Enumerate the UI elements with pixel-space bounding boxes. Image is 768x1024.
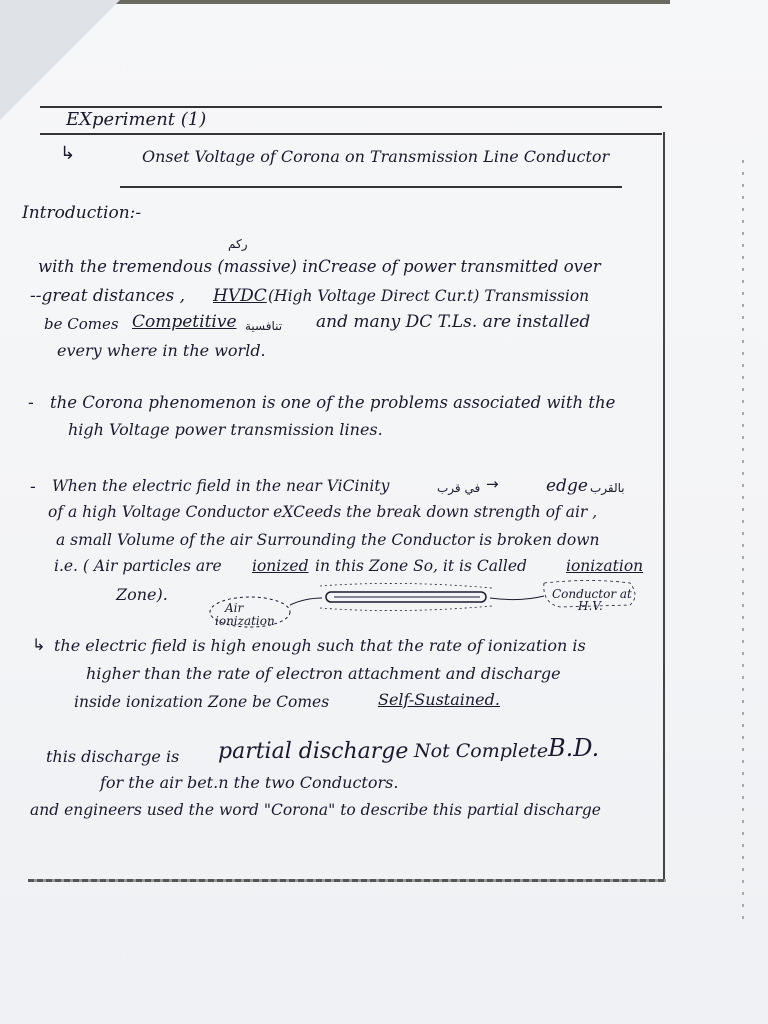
hvdc-term: HVDC <box>213 286 267 306</box>
p5-line1a: this discharge is <box>46 747 180 766</box>
arrow-right-icon: → <box>486 475 499 493</box>
experiment-title: EXperiment (1) <box>66 109 207 130</box>
competitive-term: Competitive <box>132 312 237 332</box>
p5-line1b: Not Complete <box>414 740 549 762</box>
return-arrow-icon: ↳ <box>32 635 46 654</box>
self-sustained-term: Self-Sustained. <box>378 690 500 709</box>
arabic-note-edge: بالقرب <box>590 481 625 495</box>
conductor-label-line1: Conductor at <box>552 587 632 601</box>
p3-line1a: When the electric field in the near ViCinity <box>52 477 390 495</box>
dash-bullet: - <box>30 477 36 496</box>
p3-line4b: in this Zone So, it is Called <box>315 557 527 575</box>
p1-line3b: and many DC T.Ls. are installed <box>316 312 591 332</box>
leader-line-right <box>490 596 544 600</box>
p3-line5: Zone). <box>116 585 168 604</box>
p4-line2: higher than the rate of electron attachment and discharge <box>86 664 561 683</box>
return-arrow-icon: ↳ <box>60 143 76 164</box>
p1-line2b: (High Voltage Direct Cur.t) Transmission <box>268 287 590 305</box>
p3-line3: a small Volume of the air Surrounding the Conductor is broken down <box>56 531 600 549</box>
p4-line3a: inside ionization Zone be Comes <box>74 693 330 711</box>
ionization-term: ionization <box>566 557 644 575</box>
p1-line1: with the tremendous (massive) inCrease of power transmitted over <box>38 257 601 276</box>
p4-line1: the electric field is high enough such that the rate of ionization is <box>54 636 586 655</box>
p1-line3a: be Comes <box>44 315 119 333</box>
dash-bullet: - <box>28 393 34 412</box>
leader-line-left <box>290 598 322 605</box>
corona-dots-bottom <box>320 606 492 611</box>
ionization-label: ionization <box>215 614 275 628</box>
partial-discharge-term: partial discharge <box>218 739 409 764</box>
conductor-label-line2: H.V. <box>578 599 603 613</box>
p5-line2: for the air bet.n the two Conductors. <box>100 773 399 792</box>
air-label: Air <box>225 601 244 615</box>
p1-line4: every where in the world. <box>57 341 266 360</box>
margin-note: ركم <box>228 237 248 251</box>
ionized-term: ionized <box>252 557 309 575</box>
p3-line2: of a high Voltage Conductor eXCeeds the break down strength of air , <box>48 503 598 521</box>
bd-term: B.D. <box>548 734 600 762</box>
experiment-subtitle: Onset Voltage of Corona on Transmission Line Conductor <box>142 147 610 166</box>
arabic-note-near: في قرب <box>437 481 481 495</box>
p1-line2: --great distances , <box>30 286 186 306</box>
p2-line2: high Voltage power transmission lines. <box>68 420 383 439</box>
arabic-note-competitive: تنافسية <box>245 319 283 333</box>
corona-dots-top <box>320 583 492 588</box>
p2-line1: the Corona phenomenon is one of the problems associated with the <box>50 393 616 412</box>
p3-line4a: i.e. ( Air particles are <box>54 557 222 575</box>
intro-heading: Introduction:- <box>22 203 142 223</box>
p5-line3: and engineers used the word "Corona" to describe this partial discharge <box>30 801 601 819</box>
p3-edge: edge <box>546 476 588 496</box>
